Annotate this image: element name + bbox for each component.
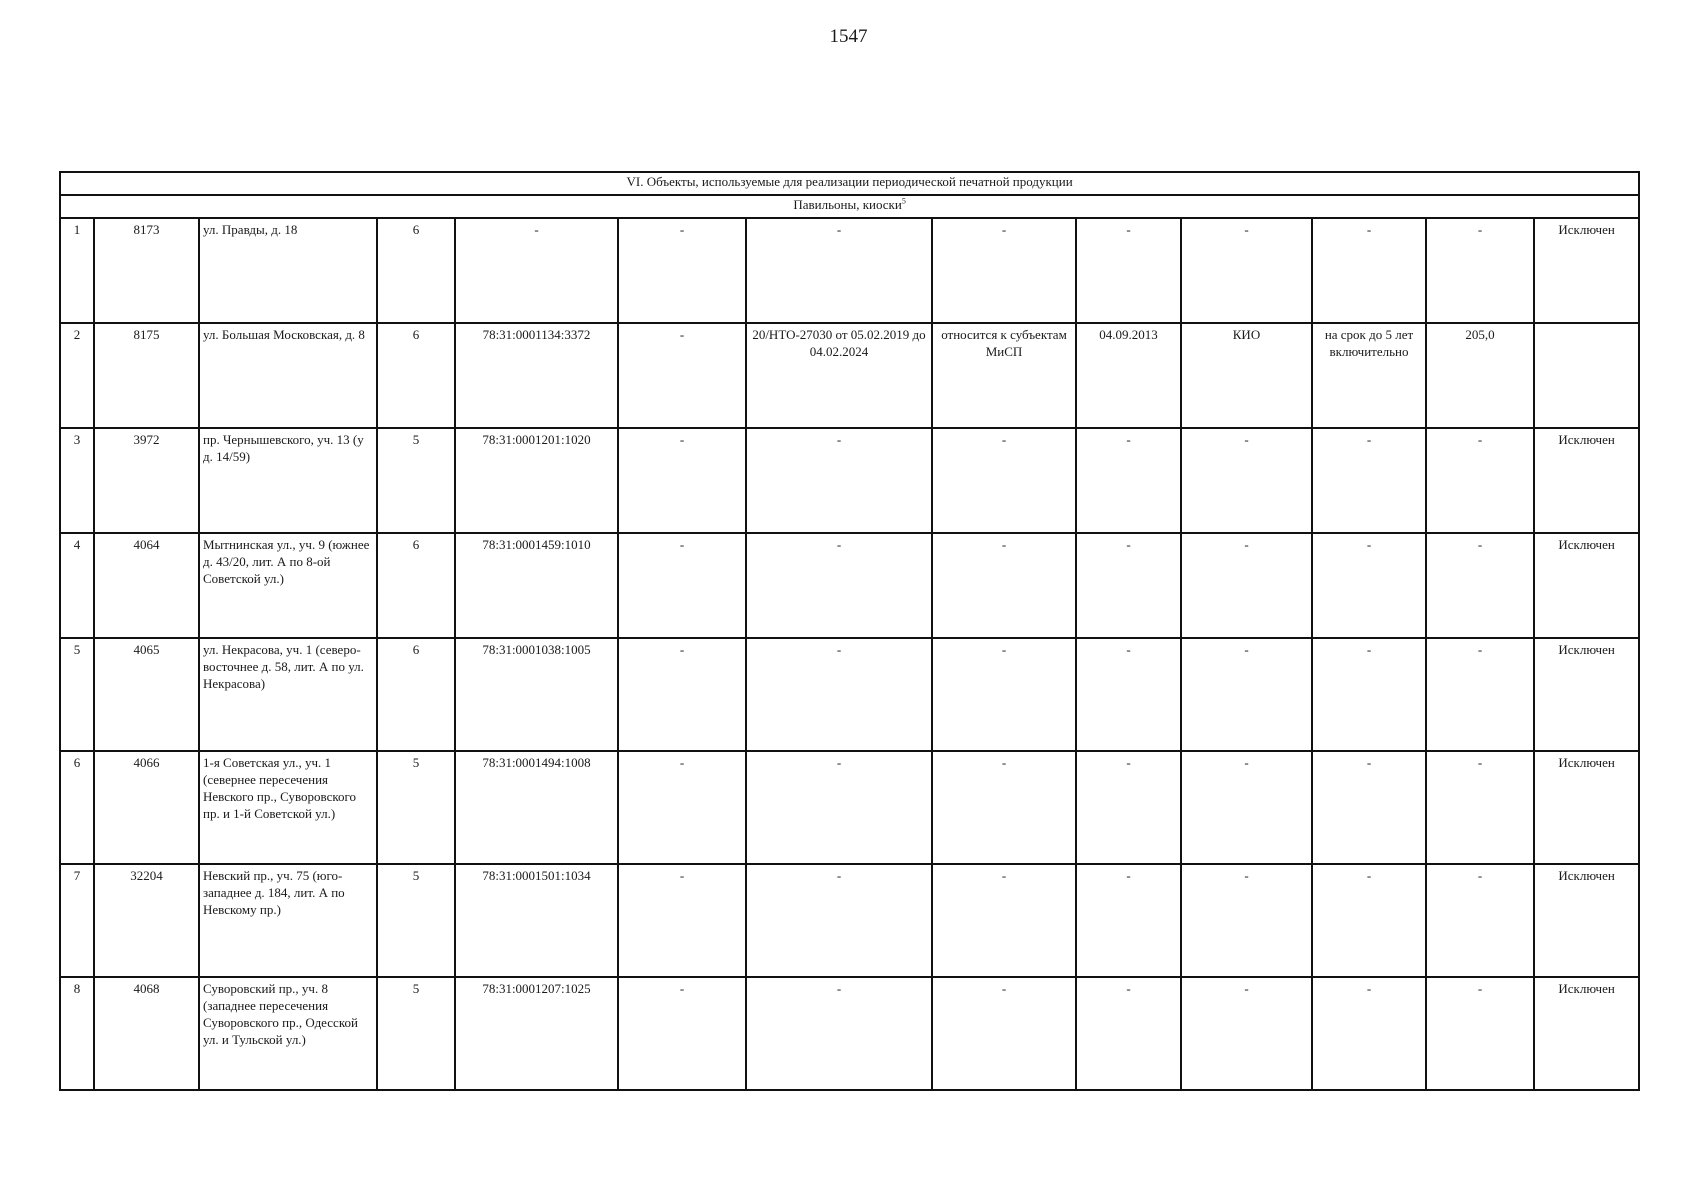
cell-contract: - [746, 864, 932, 977]
cell-date: - [1076, 533, 1181, 638]
cell-status: Исключен [1534, 218, 1639, 323]
cell-status: Исключен [1534, 977, 1639, 1090]
cell-district-number: 6 [377, 533, 455, 638]
cell-contract: - [746, 218, 932, 323]
cell-organization: - [1181, 751, 1312, 864]
cell-status: Исключен [1534, 864, 1639, 977]
registry-table [59, 171, 1640, 1091]
cell-row-number: 2 [60, 323, 94, 428]
cell-address: ул. Некрасова, уч. 1 (северо-восточнее д. 58, лит. А по ул. Некрасова) [199, 638, 377, 751]
cell-cadastral-number: - [455, 218, 618, 323]
cell-object-id: 3972 [94, 428, 199, 533]
cell-area: - [1426, 977, 1534, 1090]
cell-address: Суворовский пр., уч. 8 (западнее пересечения Суворовского пр., Одесской ул. и Тульской ул.) [199, 977, 377, 1090]
cell-date: - [1076, 638, 1181, 751]
table-row [60, 428, 1639, 533]
cell-msp-status: относится к субъектам МиСП [932, 323, 1076, 428]
cell-row-number: 7 [60, 864, 94, 977]
cell-empty-column: - [618, 638, 746, 751]
cell-object-id: 4066 [94, 751, 199, 864]
cell-address: ул. Большая Московская, д. 8 [199, 323, 377, 428]
section-title: VI. Объекты, используемые для реализации периодической печатной продукции [60, 172, 1639, 195]
cell-msp-status: - [932, 638, 1076, 751]
cell-organization: - [1181, 638, 1312, 751]
cell-address: ул. Правды, д. 18 [199, 218, 377, 323]
subsection-title-cell [60, 195, 1639, 218]
cell-area: - [1426, 428, 1534, 533]
cell-object-id: 4064 [94, 533, 199, 638]
cell-cadastral-number: 78:31:0001134:3372 [455, 323, 618, 428]
cell-contract: - [746, 638, 932, 751]
cell-district-number: 6 [377, 638, 455, 751]
cell-contract: - [746, 533, 932, 638]
cell-empty-column: - [618, 428, 746, 533]
cell-row-number: 4 [60, 533, 94, 638]
cell-organization: - [1181, 218, 1312, 323]
cell-cadastral-number: 78:31:0001501:1034 [455, 864, 618, 977]
cell-cadastral-number: 78:31:0001494:1008 [455, 751, 618, 864]
cell-organization: - [1181, 977, 1312, 1090]
cell-msp-status: - [932, 428, 1076, 533]
cell-district-number: 5 [377, 864, 455, 977]
cell-term: - [1312, 533, 1426, 638]
cell-date: - [1076, 428, 1181, 533]
cell-empty-column: - [618, 533, 746, 638]
cell-row-number: 8 [60, 977, 94, 1090]
cell-row-number: 6 [60, 751, 94, 864]
cell-status: Исключен [1534, 638, 1639, 751]
cell-area: - [1426, 638, 1534, 751]
cell-address: Невский пр., уч. 75 (юго-западнее д. 184, лит. А по Невскому пр.) [199, 864, 377, 977]
cell-empty-column: - [618, 977, 746, 1090]
table-row [60, 638, 1639, 751]
cell-cadastral-number: 78:31:0001201:1020 [455, 428, 618, 533]
cell-msp-status: - [932, 864, 1076, 977]
cell-object-id: 8175 [94, 323, 199, 428]
cell-status [1534, 323, 1639, 428]
table-rows [60, 218, 1639, 1090]
cell-date: - [1076, 751, 1181, 864]
cell-object-id: 8173 [94, 218, 199, 323]
page-number: 1547 [829, 26, 868, 47]
cell-term: - [1312, 428, 1426, 533]
cell-term: - [1312, 751, 1426, 864]
cell-date: - [1076, 864, 1181, 977]
cell-cadastral-number: 78:31:0001207:1025 [455, 977, 618, 1090]
cell-area: - [1426, 751, 1534, 864]
cell-contract: - [746, 977, 932, 1090]
table-row [60, 864, 1639, 977]
cell-object-id: 32204 [94, 864, 199, 977]
cell-district-number: 5 [377, 751, 455, 864]
cell-row-number: 5 [60, 638, 94, 751]
cell-contract: - [746, 751, 932, 864]
cell-msp-status: - [932, 977, 1076, 1090]
cell-organization: - [1181, 428, 1312, 533]
cell-term: - [1312, 977, 1426, 1090]
cell-cadastral-number: 78:31:0001459:1010 [455, 533, 618, 638]
cell-district-number: 6 [377, 218, 455, 323]
cell-term: - [1312, 638, 1426, 751]
cell-row-number: 1 [60, 218, 94, 323]
cell-object-id: 4065 [94, 638, 199, 751]
cell-address: 1-я Советская ул., уч. 1 (севернее пересечения Невского пр., Суворовского пр. и 1-й Советской ул.) [199, 751, 377, 864]
cell-contract: - [746, 428, 932, 533]
cell-object-id: 4068 [94, 977, 199, 1090]
cell-row-number: 3 [60, 428, 94, 533]
cell-area: - [1426, 864, 1534, 977]
cell-term: на срок до 5 лет включительно [1312, 323, 1426, 428]
cell-district-number: 5 [377, 428, 455, 533]
cell-status: Исключен [1534, 751, 1639, 864]
cell-empty-column: - [618, 218, 746, 323]
cell-status: Исключен [1534, 533, 1639, 638]
table-row [60, 218, 1639, 323]
section-header-row [60, 172, 1639, 195]
cell-district-number: 5 [377, 977, 455, 1090]
table-row [60, 323, 1639, 428]
table-row [60, 977, 1639, 1090]
cell-contract: 20/НТО-27030 от 05.02.2019 до 04.02.2024 [746, 323, 932, 428]
cell-district-number: 6 [377, 323, 455, 428]
cell-msp-status: - [932, 751, 1076, 864]
subsection-title: Павильоны, киоски [793, 197, 902, 212]
cell-empty-column: - [618, 323, 746, 428]
cell-status: Исключен [1534, 428, 1639, 533]
cell-area: - [1426, 533, 1534, 638]
cell-organization: - [1181, 864, 1312, 977]
subsection-header-row [60, 195, 1639, 218]
cell-address: Мытнинская ул., уч. 9 (южнее д. 43/20, лит. А по 8-ой Советской ул.) [199, 533, 377, 638]
cell-empty-column: - [618, 751, 746, 864]
footnote-mark: 5 [901, 196, 906, 206]
cell-empty-column: - [618, 864, 746, 977]
cell-organization: КИО [1181, 323, 1312, 428]
cell-term: - [1312, 864, 1426, 977]
cell-address: пр. Чернышевского, уч. 13 (у д. 14/59) [199, 428, 377, 533]
cell-term: - [1312, 218, 1426, 323]
cell-area: - [1426, 218, 1534, 323]
cell-msp-status: - [932, 218, 1076, 323]
cell-cadastral-number: 78:31:0001038:1005 [455, 638, 618, 751]
cell-area: 205,0 [1426, 323, 1534, 428]
cell-organization: - [1181, 533, 1312, 638]
table-row [60, 533, 1639, 638]
cell-date: - [1076, 977, 1181, 1090]
cell-msp-status: - [932, 533, 1076, 638]
cell-date: 04.09.2013 [1076, 323, 1181, 428]
cell-date: - [1076, 218, 1181, 323]
table-row [60, 751, 1639, 864]
